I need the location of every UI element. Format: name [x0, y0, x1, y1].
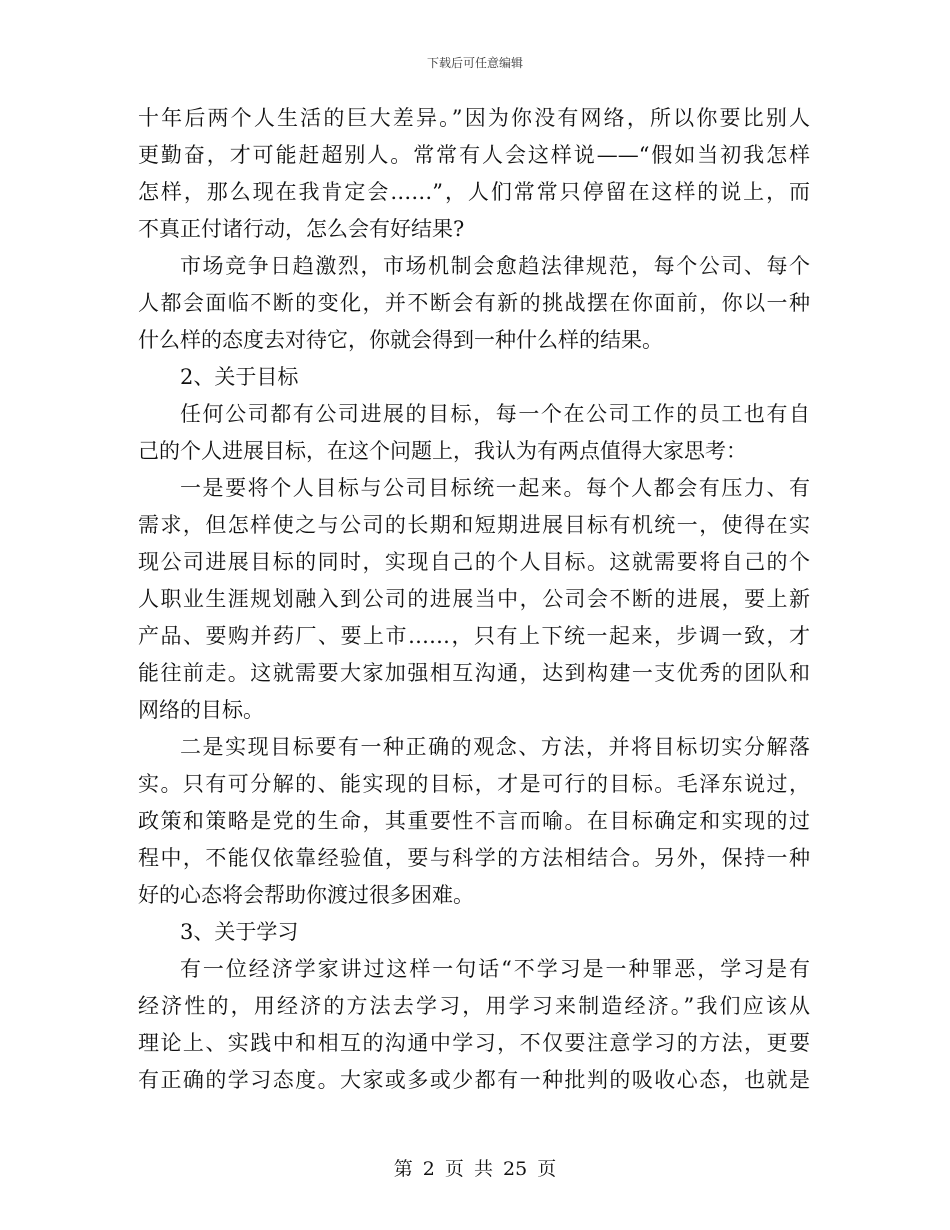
- body-text-line: 好的心态将会帮助你渡过很多困难。: [138, 883, 474, 907]
- body-text-line: 任何公司都有公司进展的目标，每一个在公司工作的员工也有自: [180, 402, 810, 426]
- body-text-line: 己的个人进展目标，在这个问题上，我认为有两点值得大家思考：: [138, 439, 747, 463]
- body-text-line: 人职业生涯规划融入到公司的进展当中，公司会不断的进展，要上新: [138, 587, 810, 611]
- body-text-line: 政策和策略是党的生命，其重要性不言而喻。在目标确定和实现的过: [138, 809, 810, 833]
- body-text-line: 市场竞争日趋激烈，市场机制会愈趋法律规范，每个公司、每个: [180, 254, 810, 278]
- body-text-line: 有一位经济学家讲过这样一句话“不学习是一种罪恶，学习是有: [180, 957, 810, 981]
- body-text-line: 3、关于学习: [180, 920, 299, 944]
- body-text-line: 不真正付诸行动，怎么会有好结果?: [138, 217, 465, 241]
- body-text-line: 需求，但怎样使之与公司的长期和短期进展目标有机统一，使得在实: [138, 513, 810, 537]
- body-text-line: 二是实现目标要有一种正确的观念、方法，并将目标切实分解落: [180, 735, 810, 759]
- body-text-line: 经济性的，用经济的方法去学习，用学习来制造经济。”我们应该从: [138, 994, 810, 1018]
- body-text-line: 能往前走。这就需要大家加强相互沟通，达到构建一支优秀的团队和: [138, 661, 810, 685]
- body-text-line: 2、关于目标: [180, 365, 299, 389]
- document-body: [138, 100, 810, 1099]
- body-text-line: 程中，不能仅依靠经验值，要与科学的方法相结合。另外，保持一种: [138, 846, 810, 870]
- body-text-line: 什么样的态度去对待它，你就会得到一种什么样的结果。: [138, 328, 663, 352]
- body-text-line: 有正确的学习态度。大家或多或少都有一种批判的吸收心态，也就是: [138, 1068, 810, 1092]
- page-header-note: 下载后可任意编辑: [426, 56, 523, 70]
- body-text-line: 更勤奋，才可能赶超别人。常常有人会这样说——“假如当初我怎样: [138, 143, 810, 167]
- body-text-line: 人都会面临不断的变化，并不断会有新的挑战摆在你面前，你以一种: [138, 291, 810, 315]
- body-text-line: 理论上、实践中和相互的沟通中学习，不仅要注意学习的方法，更要: [138, 1031, 810, 1055]
- body-text-line: 十年后两个人生活的巨大差异。”因为你没有网络，所以你要比别人: [138, 106, 810, 130]
- body-text-line: 怎样，那么现在我肯定会……”，人们常常只停留在这样的说上，而: [138, 180, 810, 204]
- body-text-line: 网络的目标。: [138, 698, 264, 722]
- body-text-line: 一是要将个人目标与公司目标统一起来。每个人都会有压力、有: [180, 476, 810, 500]
- body-text-line: 现公司进展目标的同时，实现自己的个人目标。这就需要将自己的个: [138, 550, 810, 574]
- body-text-line: 实。只有可分解的、能实现的目标，才是可行的目标。毛泽东说过，: [138, 772, 810, 796]
- body-text-line: 产品、要购并药厂、要上市……，只有上下统一起来，步调一致，才: [138, 624, 810, 648]
- page-number-footer: 第 2 页 共 25 页: [393, 1158, 557, 1180]
